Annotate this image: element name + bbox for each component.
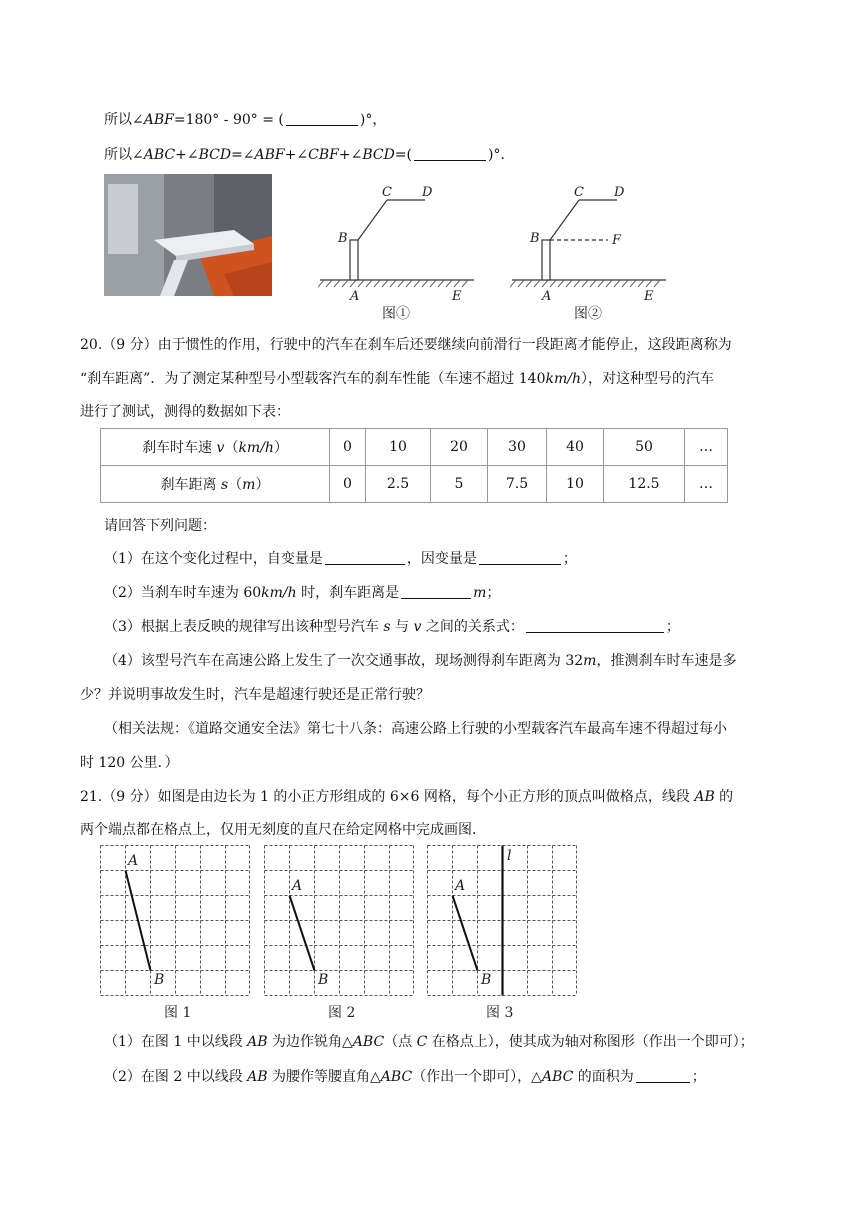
- text: （点: [384, 1034, 417, 1050]
- text: ，推测刹车时车速是多: [596, 653, 737, 669]
- answer-blank[interactable]: [286, 111, 358, 126]
- question-number: 20.: [80, 337, 103, 353]
- text: 与: [390, 619, 414, 635]
- table-cell: 0: [330, 466, 366, 503]
- text: )°．: [488, 147, 515, 163]
- text: “刹车距离”．为了测定某种型号小型载客汽车的刹车性能（车速不超过 140: [80, 371, 546, 387]
- grid-2: [264, 845, 414, 997]
- q20-prompt: [104, 516, 216, 536]
- question-number: 21.: [80, 789, 103, 805]
- tray-photo: [104, 174, 272, 296]
- text: 请回答下列问题：: [104, 518, 216, 534]
- text: ABC: [541, 1069, 574, 1085]
- table-cell: 5: [431, 466, 488, 503]
- table-cell: 30: [488, 429, 547, 466]
- text: 少？并说明事故发生时，汽车是超速行驶还是正常行驶？: [80, 687, 430, 703]
- text: 两个端点都在格点上，仅用无刻度的直尺在给定网格中完成画图．: [80, 822, 486, 838]
- text: BCD: [198, 147, 232, 163]
- text: ；: [665, 619, 680, 635]
- grid-1-caption: 图 1: [164, 1005, 192, 1021]
- figure-1-caption: 图①: [382, 306, 410, 320]
- answer-blank[interactable]: [636, 1068, 690, 1083]
- text: m: [583, 653, 597, 669]
- q21-line2: [80, 820, 486, 840]
- text: 为边作锐角△: [267, 1034, 353, 1050]
- text: 如图是由边长为 1 的小正方形组成的 6×6 网格，每个小正方形的顶点叫做格点，线段: [157, 789, 695, 805]
- text: +∠: [175, 147, 199, 163]
- answer-blank[interactable]: [479, 550, 561, 565]
- question-score: （9 分）: [102, 337, 158, 353]
- grid-3: [427, 845, 577, 997]
- q20-part4: [104, 651, 736, 671]
- text: km/h: [261, 585, 297, 601]
- text: （3）根据上表反映的规律写出该种型号汽车: [104, 619, 384, 635]
- label-l: l: [507, 848, 512, 864]
- text: （4）该型号汽车在高速公路上发生了一次交通事故，现场测得刹车距离为 32: [104, 653, 584, 669]
- label-b: B: [481, 972, 492, 988]
- text: 时 120 公里．）: [80, 755, 179, 771]
- text: +∠: [284, 147, 309, 163]
- text: 所以∠: [104, 112, 144, 128]
- grid-3-caption: 图 3: [486, 1005, 514, 1021]
- label-b: B: [318, 972, 329, 988]
- text: 进行了测试，测得的数据如下表：: [80, 404, 290, 420]
- text: 的面积为: [573, 1069, 634, 1085]
- table-row: [101, 466, 728, 503]
- text: ；: [486, 585, 501, 601]
- text: 之间的关系式：: [421, 619, 524, 635]
- label-c: C: [574, 185, 584, 200]
- figure-2-caption: 图②: [574, 306, 602, 320]
- table-cell: 40: [547, 429, 604, 466]
- label-e: E: [644, 289, 654, 304]
- answer-blank[interactable]: [526, 618, 664, 633]
- q20-line2: [80, 369, 714, 389]
- label-d: D: [614, 185, 625, 200]
- q21-line1: [80, 787, 733, 807]
- text: ABC: [352, 1034, 385, 1050]
- answer-blank[interactable]: [401, 584, 471, 599]
- label-d: D: [422, 185, 433, 200]
- line-angle-sum: [104, 145, 514, 165]
- answer-blank[interactable]: [414, 146, 486, 161]
- q20-part3: [104, 617, 680, 637]
- text: 在格点上），使其成为轴对称图形（作出一个即可）；: [427, 1034, 754, 1050]
- q20-line1: [80, 335, 732, 355]
- label-e: E: [452, 289, 462, 304]
- text: （作出一个即可），△: [412, 1069, 542, 1085]
- q20-part2: [104, 583, 500, 603]
- grid-1: [100, 845, 250, 997]
- q20-part1: [104, 549, 577, 569]
- text: km/h: [545, 371, 581, 387]
- table-cell: 2.5: [366, 466, 431, 503]
- table-cell: …: [685, 466, 728, 503]
- answer-blank[interactable]: [325, 550, 405, 565]
- text: ABC: [143, 147, 176, 163]
- table-cell: …: [685, 429, 728, 466]
- table-cell: 20: [431, 429, 488, 466]
- q20-line3: [80, 402, 290, 422]
- text: CBF: [308, 147, 339, 163]
- braking-table: [100, 428, 728, 503]
- tray-photo-drawing: [104, 174, 272, 296]
- text: BCD: [362, 147, 395, 163]
- table-cell: 0: [330, 429, 366, 466]
- text: （相关法规：《道路交通安全法》第七十八条：高速公路上行驶的小型载客汽车最高车速不得超过每小: [104, 721, 727, 737]
- label-c: C: [382, 185, 392, 200]
- label-a: A: [350, 289, 360, 304]
- text: （1）在这个变化过程中，自变量是: [104, 551, 323, 567]
- label-b: B: [154, 972, 165, 988]
- text: s: [383, 619, 391, 635]
- table-cell: 10: [366, 429, 431, 466]
- line-angle-abf: [104, 110, 386, 130]
- label-a: A: [128, 853, 139, 869]
- figure-2: [510, 180, 670, 320]
- grid-2-caption: 图 2: [328, 1005, 356, 1021]
- text: 时，刹车距离是: [296, 585, 400, 601]
- label-a: A: [542, 289, 552, 304]
- label-b: B: [530, 231, 540, 246]
- text: （2）在图 2 中以线段: [104, 1069, 248, 1085]
- text: ABF: [143, 112, 174, 128]
- text: 的: [714, 789, 734, 805]
- table-row: [101, 429, 728, 466]
- table-cell: 50: [604, 429, 685, 466]
- label-f: F: [612, 233, 622, 248]
- text: 所以∠: [104, 147, 144, 163]
- label-a: A: [292, 878, 303, 894]
- text: =180° - 90° = (: [173, 112, 284, 128]
- table-cell: 12.5: [604, 466, 685, 503]
- text: )°，: [359, 112, 387, 128]
- text: AB: [694, 789, 715, 805]
- label-b: B: [338, 231, 348, 246]
- text: =(: [394, 147, 412, 163]
- text: v: [413, 619, 422, 635]
- text: +∠: [338, 147, 363, 163]
- text: ，因变量是: [406, 551, 477, 567]
- text: AB: [247, 1034, 268, 1050]
- text: m: [473, 585, 487, 601]
- row-header: 刹车距离 s（m）: [101, 466, 330, 503]
- q20-part4-cont: [80, 685, 430, 705]
- text: ；: [562, 551, 577, 567]
- text: ；: [691, 1069, 706, 1085]
- q21-part1: [104, 1032, 754, 1052]
- text: （1）在图 1 中以线段: [104, 1034, 248, 1050]
- q20-law-cont: [80, 753, 179, 773]
- text: C: [416, 1034, 428, 1050]
- table-cell: 10: [547, 466, 604, 503]
- question-score: （9 分）: [102, 789, 158, 805]
- text: ），对这种型号的汽车: [581, 371, 714, 387]
- figure-1: [318, 180, 478, 320]
- text: ABF: [254, 147, 285, 163]
- table-cell: 7.5: [488, 466, 547, 503]
- text: =∠: [231, 147, 255, 163]
- label-a: A: [455, 878, 466, 894]
- text: 为腰作等腰直角△: [267, 1069, 381, 1085]
- q21-part2: [104, 1067, 706, 1087]
- text: AB: [247, 1069, 268, 1085]
- text: ABC: [380, 1069, 413, 1085]
- row-header: 刹车时车速 v（km/h）: [101, 429, 330, 466]
- q20-law: [104, 719, 727, 739]
- text: 由于惯性的作用，行驶中的汽车在刹车后还要继续向前滑行一段距离才能停止，这段距离称为: [157, 337, 732, 353]
- text: （2）当刹车时车速为 60: [104, 585, 262, 601]
